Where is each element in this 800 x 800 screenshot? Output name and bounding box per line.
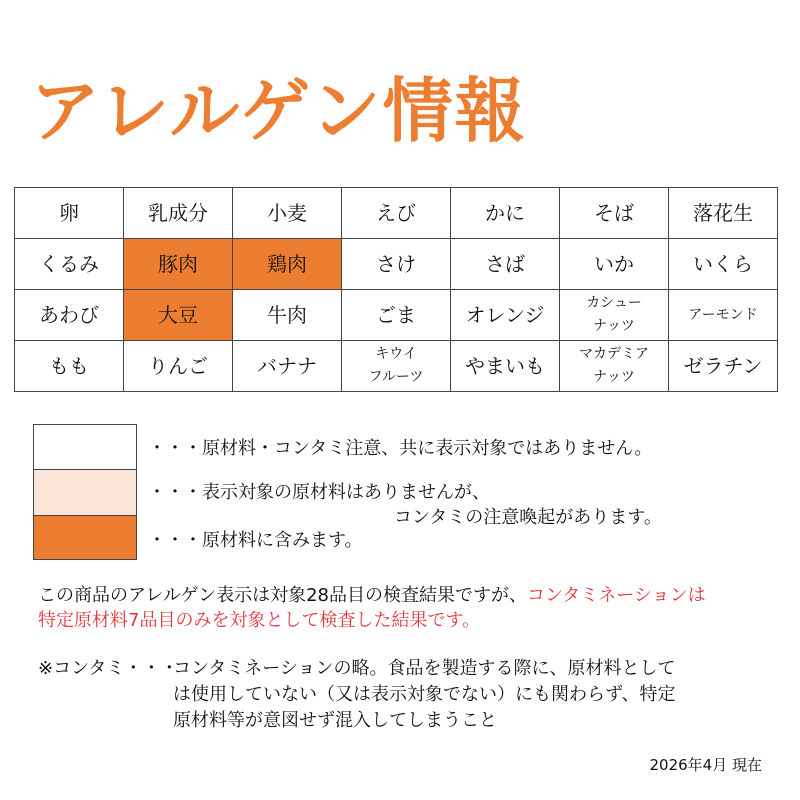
allergen-cell: 牛肉 xyxy=(233,290,342,341)
allergen-cell: あわび xyxy=(15,290,124,341)
allergen-cell: 豚肉 xyxy=(124,239,233,290)
allergen-cell: 鶏肉 xyxy=(233,239,342,290)
test-note xyxy=(38,583,706,609)
legend-swatch-none xyxy=(33,424,137,470)
legend-text-contamination-2: コンタミの注意喚起があります。 xyxy=(394,507,662,528)
as-of-date: 2026年4月 現在 xyxy=(649,756,762,774)
allergen-cell: アーモンド xyxy=(669,290,778,341)
allergen-cell: くるみ xyxy=(15,239,124,290)
definition-line-3: 原材料等が意図せず混入してしまうこと xyxy=(173,710,497,731)
legend-text-none: ・・・原材料・コンタミ注意、共に表示対象ではありません。 xyxy=(148,438,653,459)
definition-line-2: は使用していない（又は表示対象でない）にも関わらず、特定 xyxy=(173,684,676,705)
allergen-cell: りんご xyxy=(124,341,233,392)
allergen-row xyxy=(15,341,778,392)
allergen-cell: マカデミア ナッツ xyxy=(560,341,669,392)
page-title: アレルゲン情報 xyxy=(30,70,527,152)
allergen-cell: 卵 xyxy=(15,188,124,239)
test-note-text: この商品のアレルゲン表示は対象28品目の検査結果ですが、 xyxy=(38,585,528,606)
allergen-cell: そば xyxy=(560,188,669,239)
allergen-cell: 乳成分 xyxy=(124,188,233,239)
legend-swatch-contamination xyxy=(33,469,137,516)
allergen-cell: 小麦 xyxy=(233,188,342,239)
test-note-warning: コンタミネーションは xyxy=(527,585,706,606)
allergen-cell: カシュー ナッツ xyxy=(560,290,669,341)
allergen-cell: ゼラチン xyxy=(669,341,778,392)
definition-label: ※コンタミ・・・ xyxy=(38,658,179,679)
allergen-cell: さけ xyxy=(342,239,451,290)
allergen-cell: いくら xyxy=(669,239,778,290)
allergen-cell: 落花生 xyxy=(669,188,778,239)
allergen-row xyxy=(15,290,778,341)
allergen-row xyxy=(15,188,778,239)
allergen-row xyxy=(15,239,778,290)
allergen-cell: オレンジ xyxy=(451,290,560,341)
allergen-cell: もも xyxy=(15,341,124,392)
allergen-table xyxy=(14,187,778,392)
allergen-cell: いか xyxy=(560,239,669,290)
legend-text-contamination-1: ・・・表示対象の原材料はありませんが、 xyxy=(148,482,490,503)
allergen-cell: キウイ フルーツ xyxy=(342,341,451,392)
allergen-cell: ごま xyxy=(342,290,451,341)
allergen-cell: えび xyxy=(342,188,451,239)
allergen-cell: 大豆 xyxy=(124,290,233,341)
test-note-warning-line2: 特定原材料7品目のみを対象として検査した結果です。 xyxy=(38,610,481,631)
allergen-cell: かに xyxy=(451,188,560,239)
allergen-cell: やまいも xyxy=(451,341,560,392)
definition-body xyxy=(173,656,676,734)
legend-text-contains: ・・・原材料に含みます。 xyxy=(148,530,363,551)
definition-line-1: コンタミネーションの略。食品を製造する際に、原材料として xyxy=(173,658,676,679)
allergen-cell: バナナ xyxy=(233,341,342,392)
allergen-cell: さば xyxy=(451,239,560,290)
legend-swatch-contains xyxy=(33,515,137,560)
